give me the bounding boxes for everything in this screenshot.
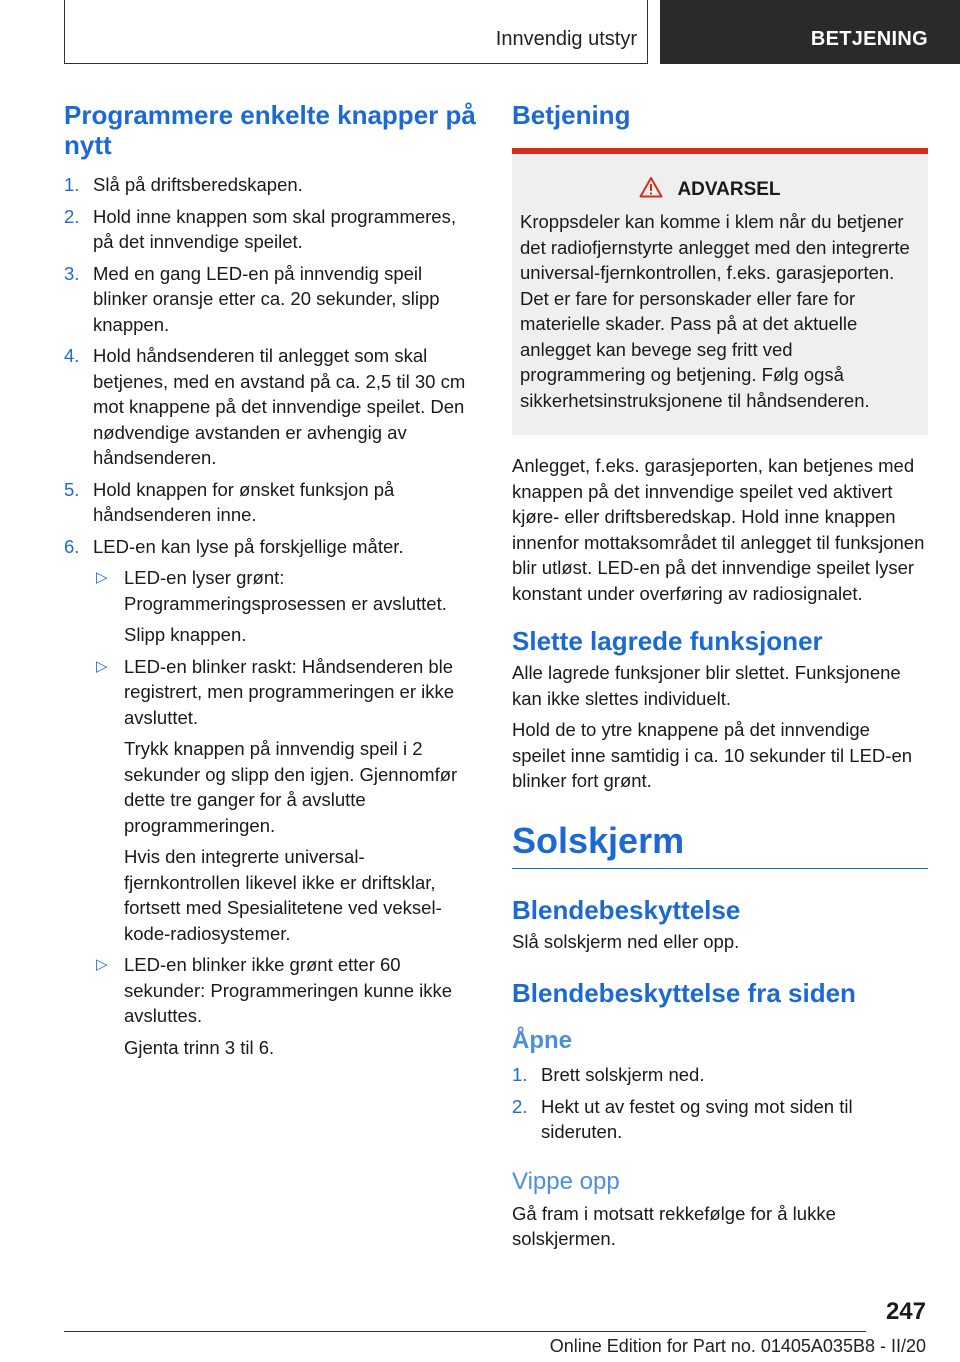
step-text: Hold inne knappen som skal programmeres, på det innvendige speilet.	[93, 205, 456, 252]
section-title-slette: Slette lagrede funksjoner	[512, 626, 823, 656]
vippe-text: Gå fram i motsatt rekkefølge for å lukke solskjermen.	[512, 1202, 836, 1249]
section-title-blende-side: Blendebeskyttelse fra siden	[512, 978, 856, 1008]
right-column	[512, 100, 928, 1252]
warning-label: ADVARSEL	[677, 178, 781, 200]
list-item	[512, 1062, 928, 1088]
triangle-right-icon: ▷	[96, 657, 108, 675]
apne-steps	[512, 1062, 928, 1145]
list-item	[64, 477, 478, 528]
triangle-right-icon: ▷	[96, 956, 108, 973]
programming-steps	[64, 172, 478, 1060]
step-number: 3.	[64, 262, 80, 284]
step-number: 2.	[64, 205, 80, 227]
sub-text: LED-en lyser grønt: Programmeringsprosessen er avsluttet.	[124, 567, 447, 614]
sub-extra-text: Slipp knappen.	[124, 624, 247, 645]
list-item	[512, 1094, 928, 1145]
list-item	[93, 654, 478, 947]
header-section-title: Innvendig utstyr	[495, 28, 637, 50]
warning-text: Kroppsdeler kan komme i klem når du betjener det radiofjernstyrte anlegget med den integrerte universal-fjernkontrollen, f.eks. garasjeporten. Det er fare for personskader eller fare for materielle skader. Pass på at det aktuelle anlegget kan bevege seg fritt ved programmering og betjening. Følg også sikkerhetsinstruksjonene til håndsenderen.	[520, 211, 910, 411]
blende-text: Slå solskjerm ned eller opp.	[512, 930, 740, 952]
sub-text: LED-en blinker ikke grønt etter 60 sekunder: Programmeringen kunne ikke avsluttes.	[124, 954, 453, 1026]
header-section-box	[64, 0, 648, 64]
list-item	[64, 343, 478, 471]
step-number: 1.	[512, 1064, 528, 1085]
list-item	[93, 565, 478, 648]
page-number: 247	[885, 1298, 926, 1325]
slette-text-2: Hold de to ytre knappene på det innvendige speilet inne samtidig i ca. 10 sekunder til LED-en blinker fort grønt.	[512, 719, 913, 791]
step-text: Slå på driftsberedskapen.	[93, 174, 303, 195]
chapter-title-solskjerm: Solskjerm	[512, 820, 928, 869]
step-number: 6.	[64, 535, 80, 557]
sub-extra-text: Hvis den integrerte universal-fjernkontrollen likevel ikke er driftsklar, fortsett med Spesialitetene ved veksel-kode-radiosystemer.	[124, 846, 442, 944]
warning-triangle-icon	[639, 176, 663, 203]
step-text: LED-en kan lyse på forskjellige måter.	[93, 535, 404, 557]
section-title-blendebeskyttelse: Blendebeskyttelse	[512, 894, 741, 925]
header-chapter-title: BETJENING	[810, 28, 928, 50]
step-text: Brett solskjerm ned.	[541, 1064, 705, 1085]
footer-divider	[64, 1331, 866, 1332]
step-number: 4.	[64, 345, 80, 366]
step-text: Med en gang LED-en på innvendig speil blinker oransje etter ca. 20 sekunder, slipp knappen.	[93, 262, 440, 335]
footer-edition: Online Edition for Part no. 01405A035B8 - II/20	[549, 1336, 926, 1356]
list-item	[64, 534, 478, 1061]
step-text: Hold håndsenderen til anlegget som skal betjenes, med en avstand på ca. 2,5 til 30 cm mot knappene på det innvendige speilet. Den nødvendige avstanden er avhengig av håndsenderen.	[93, 345, 466, 468]
step-number: 5.	[64, 478, 80, 500]
left-column	[64, 100, 478, 1066]
warning-header	[500, 176, 920, 203]
sub-extra-text: Gjenta trinn 3 til 6.	[124, 1036, 275, 1058]
triangle-right-icon: ▷	[96, 569, 108, 586]
step-text: Hekt ut av festet og sving mot siden til sideruten.	[541, 1095, 853, 1142]
step-number: 2.	[512, 1095, 528, 1117]
list-item	[64, 204, 478, 255]
list-item	[64, 261, 478, 338]
header-chapter-tab	[660, 0, 960, 64]
step-number: 1.	[64, 174, 80, 195]
list-item	[93, 952, 478, 1060]
subsection-title-vippe: Vippe opp	[512, 1167, 620, 1195]
section-title-betjening: Betjening	[512, 100, 631, 130]
slette-text-1: Alle lagrede funksjoner blir slettet. Funksjonene kan ikke slettes individuelt.	[512, 662, 901, 709]
betjening-text: Anlegget, f.eks. garasjeporten, kan betjenes med knappen på det innvendige speilet ved aktivert kjøre- eller driftsberedskap. Hold inne knappen innenfor mottaksområdet til anlegget til funksjonen blir utløst. LED-en på det innvendige speilet lyser konstant under overføring av radiosignalet.	[512, 455, 925, 604]
sub-extra-text: Trykk knappen på innvendig speil i 2 sekunder og slipp den igjen. Gjennomfør dette tre ganger for å avslutte programmeringen.	[124, 738, 458, 836]
list-item	[64, 172, 478, 198]
warning-box	[512, 148, 928, 435]
subsection-title-apne: Åpne	[512, 1027, 572, 1054]
led-states-list	[93, 565, 478, 1060]
sub-text: LED-en blinker raskt: Håndsenderen ble registrert, men programmeringen er ikke avsluttet.	[124, 655, 455, 728]
section-title-programmere: Programmere enkelte knapper på nytt	[64, 100, 476, 160]
step-text: Hold knappen for ønsket funksjon på håndsenderen inne.	[93, 478, 395, 525]
